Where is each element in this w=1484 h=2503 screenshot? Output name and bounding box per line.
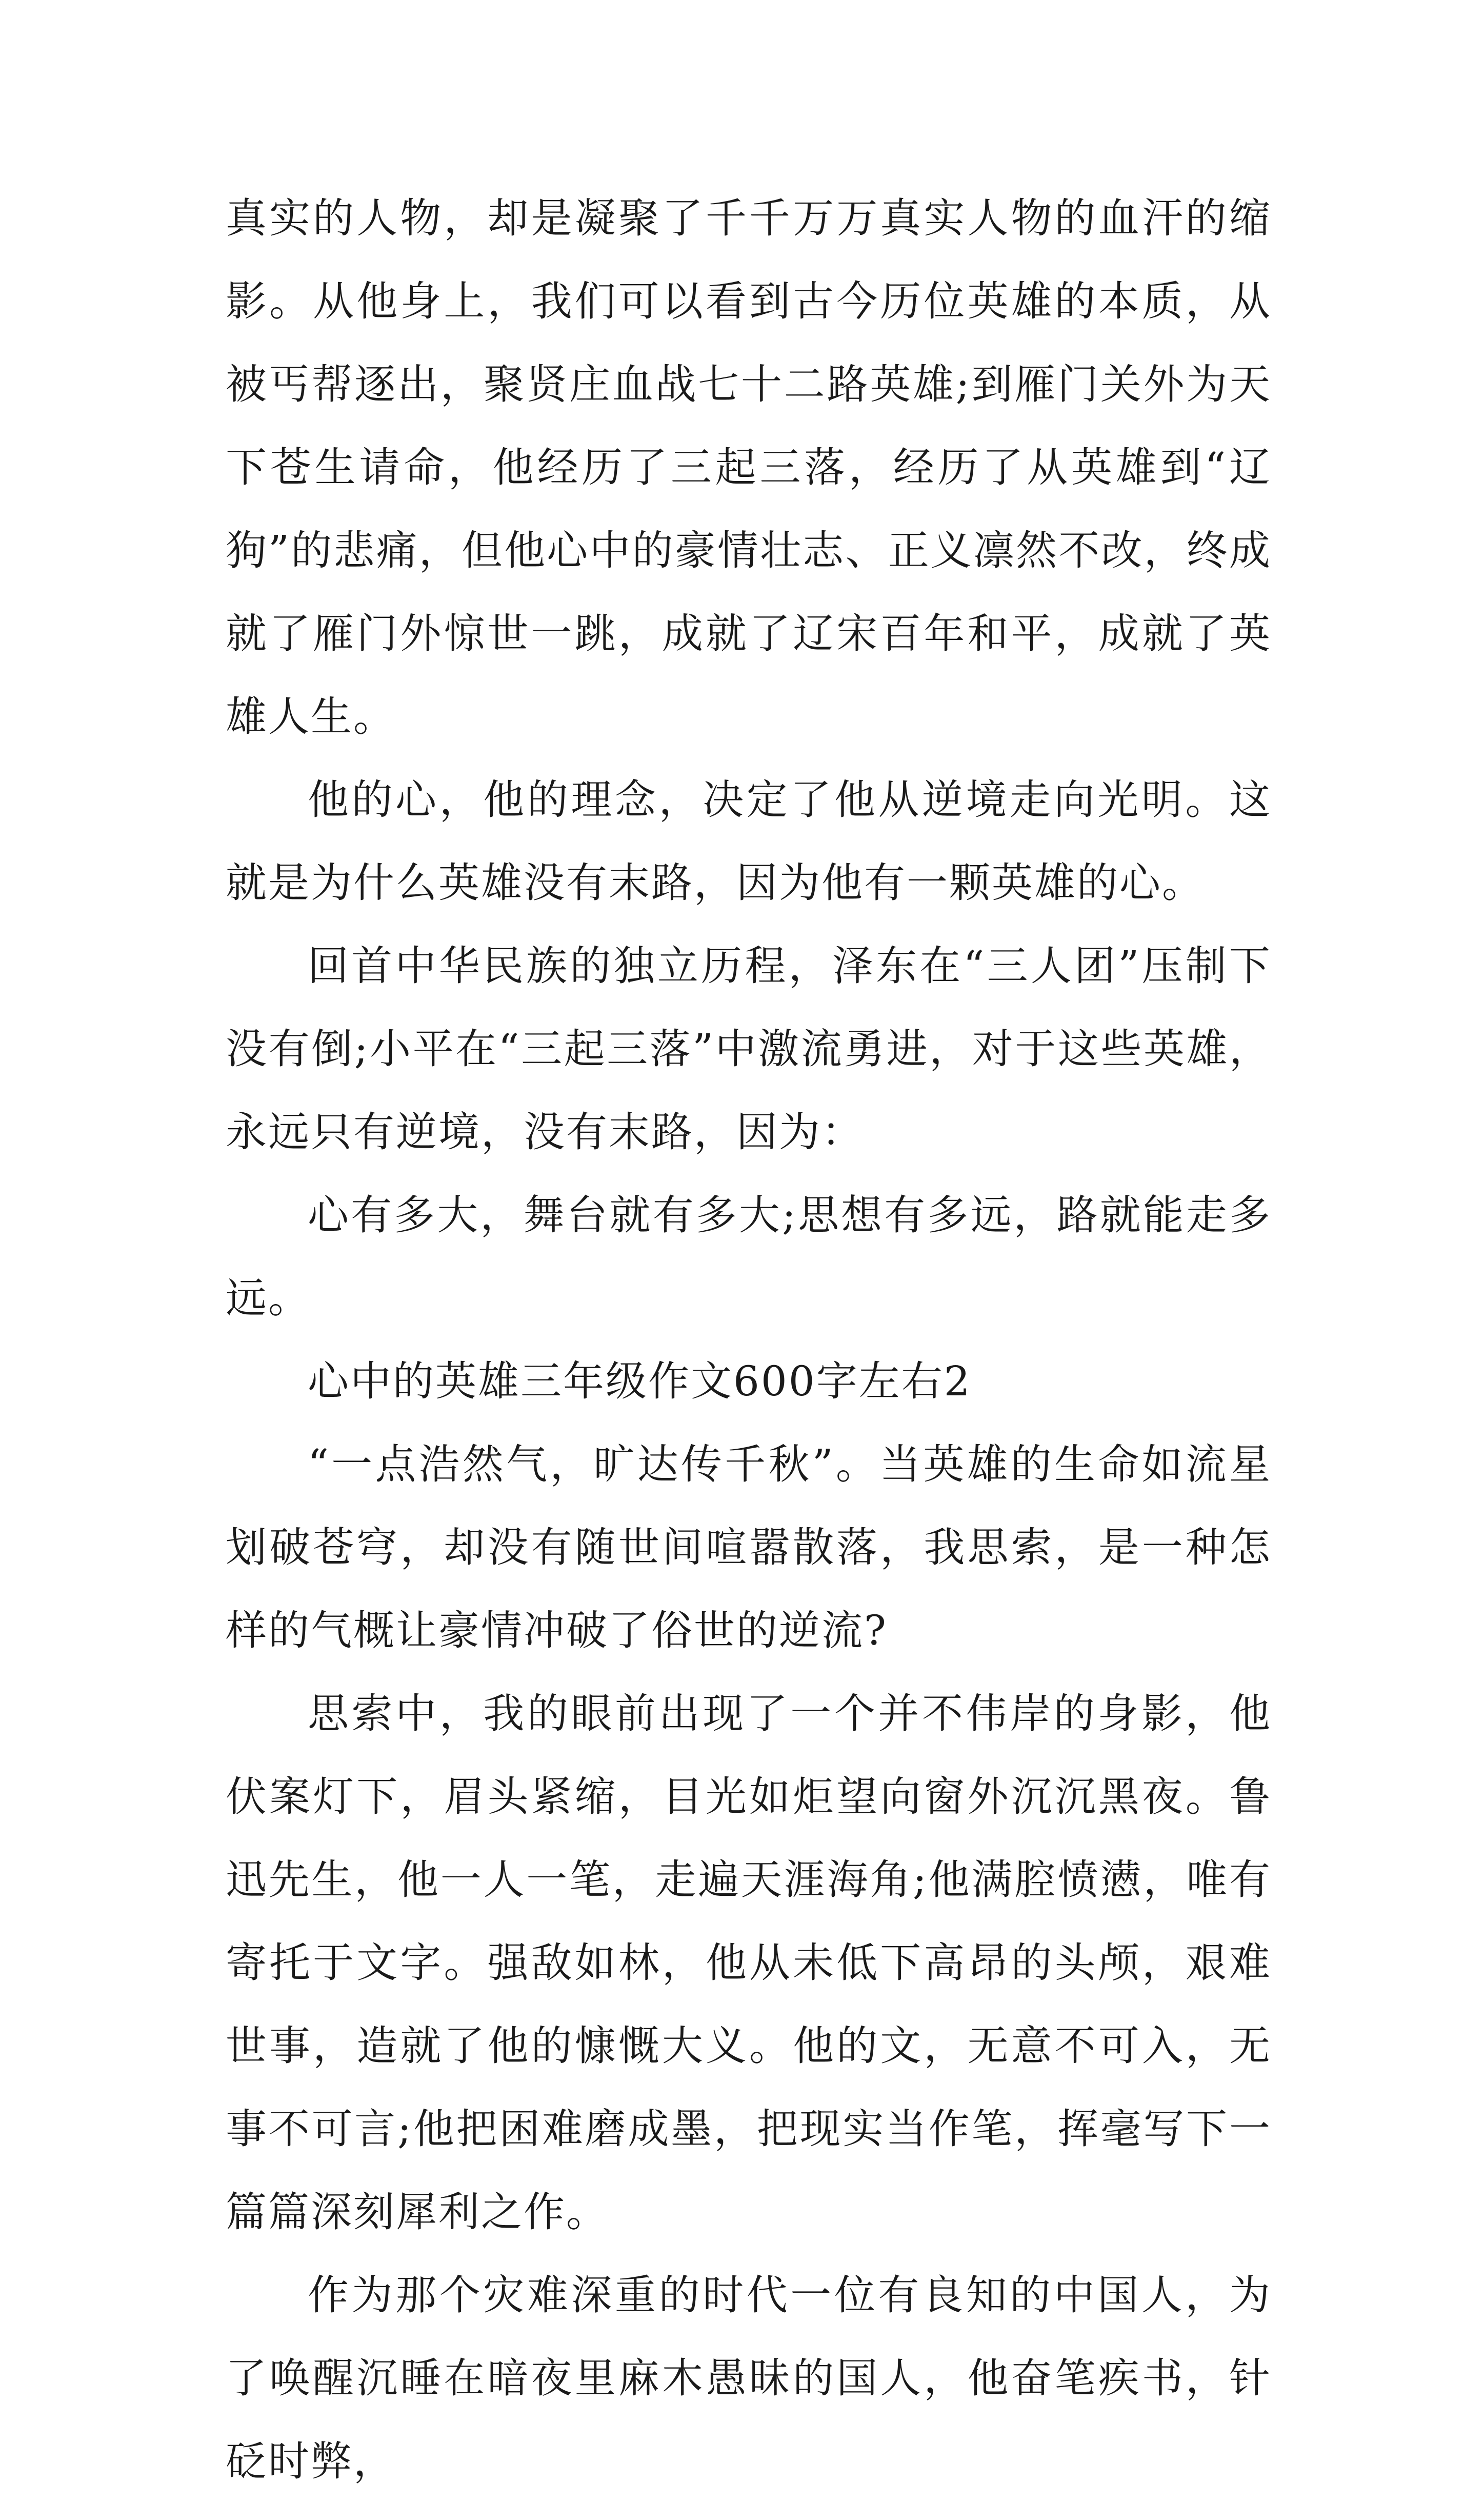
paragraph-3: 回首中华民族的独立历程，泽东在“三人团”压制下没有倒;小平在“三起三落”中激流勇进，对于这些英雄，永远只有逆境，没有末路，因为：: [226, 942, 1272, 1156]
paragraph-8: 作为那个灾难深重的时代一位有良知的中国人，为了唤醒沉睡在暗夜里麻木愚昧的国人，他奋笔疾书，针砭时弊，: [226, 2271, 1272, 2485]
section-heading: 心中的英雄三年级作文600字左右2: [308, 1357, 972, 1405]
paragraph-7: 思索中，我的眼前出现了一个并不伟岸的身影，他伏案灯下，眉头紧缩，目光如炬望向窗外沉沉黑夜。鲁迅先生，他一人一笔，走遍天涯海角;他满腔愤懑，唯有寄托于文字。强敌如林，他从未低下高昂的头颅，艰难世事，造就了他的慷慨大义。他的文，无意不可入，无事不可言;他把困难磨成墨，把现实当作笔，挥毫写下一篇篇深刻犀利之作。: [226, 1690, 1272, 2236]
paragraph-1: 真实的人物，却是凝聚了千千万万真实人物的血汗的缩影。从他身上，我们可以看到古今历位英雄的本质，从被丐帮逐出，聚贤庄血战七十二路英雄;到雁门关外为天下苍生请命，他经历了三起三落，经历了从英雄到“辽狗”的悲痛，但他心中的豪情壮志、正义凛然不改，终成就了雁门外惊世一跳，成就了辽宋百年和平，成就了英雄人生。: [226, 194, 1272, 740]
paragraph-4: 心有多大，舞台就有多大;思想有多远，路就能走多远。: [226, 1191, 1272, 1322]
article-body: [226, 177, 1272, 2503]
paragraph-6: “一点浩然气，旷达传千秋”。当英雄的生命如流星划破苍穹，却没有随世间喧嚣散落，我思索，是一种怎样的气概让豪情冲破了俗世的逆流?: [226, 1440, 1272, 1654]
paragraph-2: 他的心，他的理念，决定了他从逆境走向光明。这就是为什么英雄没有末路，因为他有一颗英雄的心。: [226, 776, 1272, 907]
